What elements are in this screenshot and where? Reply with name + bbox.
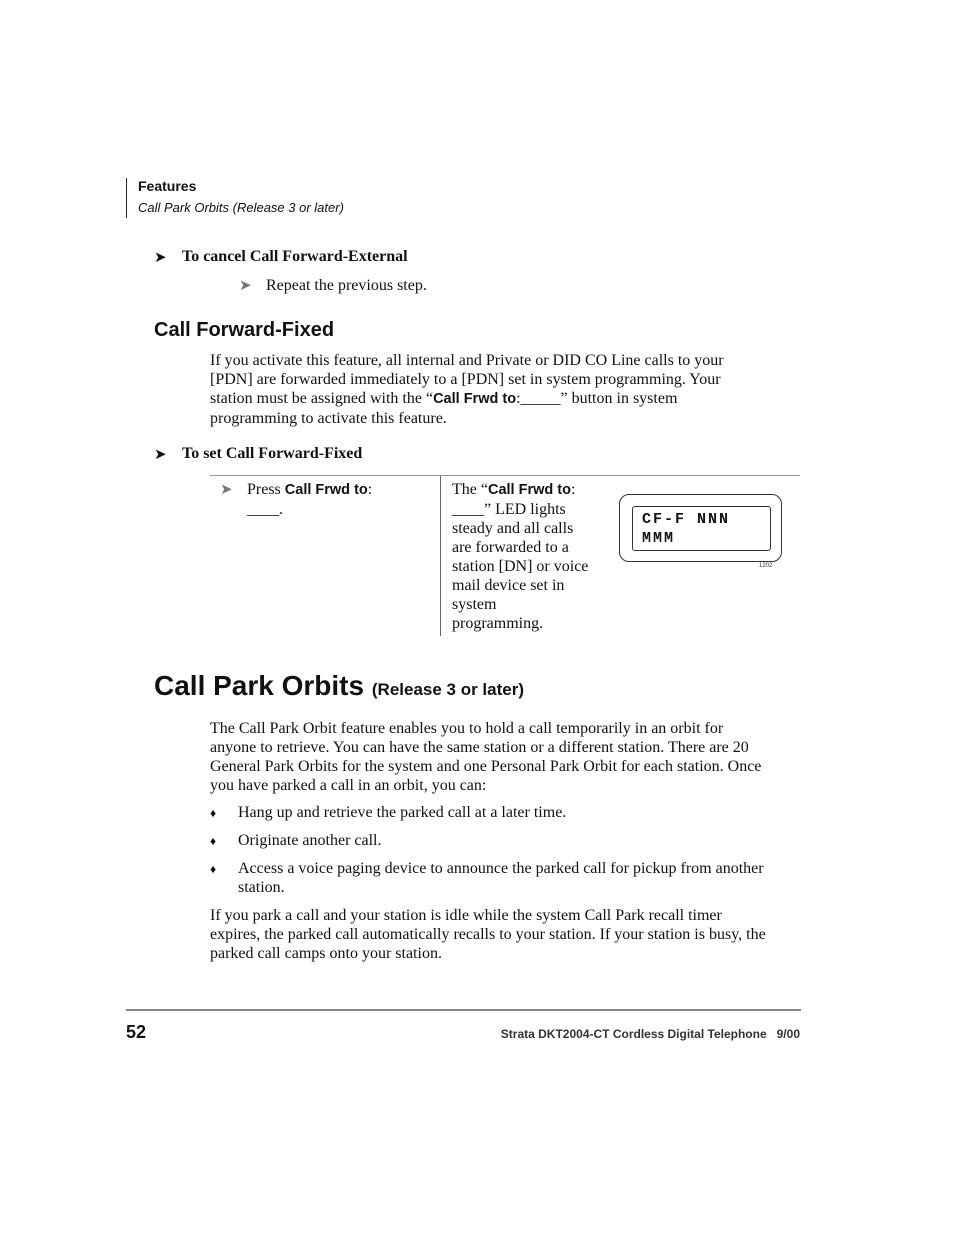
cpo-outro-line: expires, the parked call automatically recalls to your station. If your station is busy, the bbox=[210, 926, 766, 943]
cancel-cfe-step: Repeat the previous step. bbox=[266, 277, 427, 294]
cff-heading: Call Forward-Fixed bbox=[154, 319, 335, 341]
procedure-arrow-icon: ➤ bbox=[154, 447, 167, 463]
step-arrow-icon: ➤ bbox=[220, 482, 233, 498]
step-pre: Press bbox=[247, 481, 285, 498]
cpo-outro-line: parked call camps onto your station. bbox=[210, 945, 442, 962]
cff-line-3-post: :_____” button in system bbox=[516, 390, 678, 407]
bullet-item-3 bbox=[238, 859, 808, 897]
cpo-intro-line: you have parked a call in an orbit, you can: bbox=[210, 777, 487, 794]
bullet-item-2: Originate another call. bbox=[238, 832, 382, 849]
result-line: are forwarded to a bbox=[452, 539, 569, 556]
call-frwd-button-label: Call Frwd to bbox=[433, 391, 517, 407]
cff-paragraph bbox=[210, 351, 810, 428]
cpo-intro bbox=[210, 719, 810, 795]
footer-doc-title: Strata DKT2004-CT Cordless Digital Telephone 9/00 bbox=[500, 1027, 800, 1041]
cpo-intro-line: anyone to retrieve. You can have the same station or a different station. There are 20 bbox=[210, 739, 749, 756]
result-line: mail device set in bbox=[452, 577, 565, 594]
cpo-outro bbox=[210, 906, 810, 963]
result-line: station [DN] or voice bbox=[452, 558, 589, 575]
bullet-item-3-line-1: Access a voice paging device to announce the parked call for pickup from another bbox=[238, 860, 764, 877]
cpo-intro-line: The Call Park Orbit feature enables you to hold a call temporarily in an orbit for bbox=[210, 720, 724, 737]
figure-number: 1202 bbox=[759, 563, 773, 569]
bullet-item-3-line-2: station. bbox=[238, 879, 285, 896]
result-pre: The “ bbox=[452, 481, 488, 498]
cancel-cfe-heading: To cancel Call Forward-External bbox=[182, 248, 408, 265]
cpo-intro-line: General Park Orbits for the system and one Personal Park Orbit for each station. Once bbox=[210, 758, 762, 775]
bullet-icon: ♦ bbox=[210, 862, 217, 876]
cpo-heading-release: (Release 3 or later) bbox=[371, 680, 525, 699]
set-cff-heading: To set Call Forward-Fixed bbox=[182, 445, 363, 462]
cff-line-3 bbox=[210, 389, 810, 409]
cff-line-1: If you activate this feature, all internal and Private or DID CO Line calls to your bbox=[210, 352, 724, 369]
set-cff-step bbox=[247, 480, 437, 519]
step-line-2: ____. bbox=[247, 501, 283, 518]
bullet-icon: ♦ bbox=[210, 834, 217, 848]
cff-line-4: programming to activate this feature. bbox=[210, 410, 447, 427]
result-line: programming. bbox=[452, 615, 544, 632]
set-cff-result bbox=[452, 480, 612, 633]
cpo-heading-text: Call Park Orbits bbox=[154, 670, 365, 701]
step-post: : bbox=[367, 481, 373, 498]
page-number: 52 bbox=[126, 1022, 147, 1042]
bullet-item-1: Hang up and retrieve the parked call at a later time. bbox=[238, 804, 567, 821]
cpo-outro-line: If you park a call and your station is idle while the system Call Park recall timer bbox=[210, 907, 722, 924]
lcd-line-1: CF-F NNN bbox=[642, 511, 731, 528]
cff-line-2: [PDN] are forwarded immediately to a [PDN] set in system programming. Your bbox=[210, 371, 721, 388]
result-line: system bbox=[452, 596, 497, 613]
header-rule bbox=[126, 178, 127, 218]
lcd-line-2: MMM bbox=[642, 530, 676, 547]
bullet-icon: ♦ bbox=[210, 806, 217, 820]
call-frwd-button-label: Call Frwd to bbox=[284, 482, 368, 498]
header-subsection: Call Park Orbits (Release 3 or later) bbox=[138, 200, 344, 215]
cff-line-3-pre: station must be assigned with the “ bbox=[210, 390, 434, 407]
header-section: Features bbox=[138, 178, 197, 194]
table-top-rule bbox=[210, 475, 800, 476]
footer-rule bbox=[126, 1009, 801, 1011]
result-line: ____” LED lights bbox=[452, 501, 566, 518]
cpo-heading bbox=[154, 670, 524, 702]
table-column-divider bbox=[440, 476, 441, 636]
result-post: : bbox=[570, 481, 576, 498]
step-arrow-icon: ➤ bbox=[239, 278, 252, 294]
procedure-arrow-icon: ➤ bbox=[154, 250, 167, 266]
call-frwd-button-label: Call Frwd to bbox=[487, 482, 571, 498]
result-line: steady and all calls bbox=[452, 520, 574, 537]
